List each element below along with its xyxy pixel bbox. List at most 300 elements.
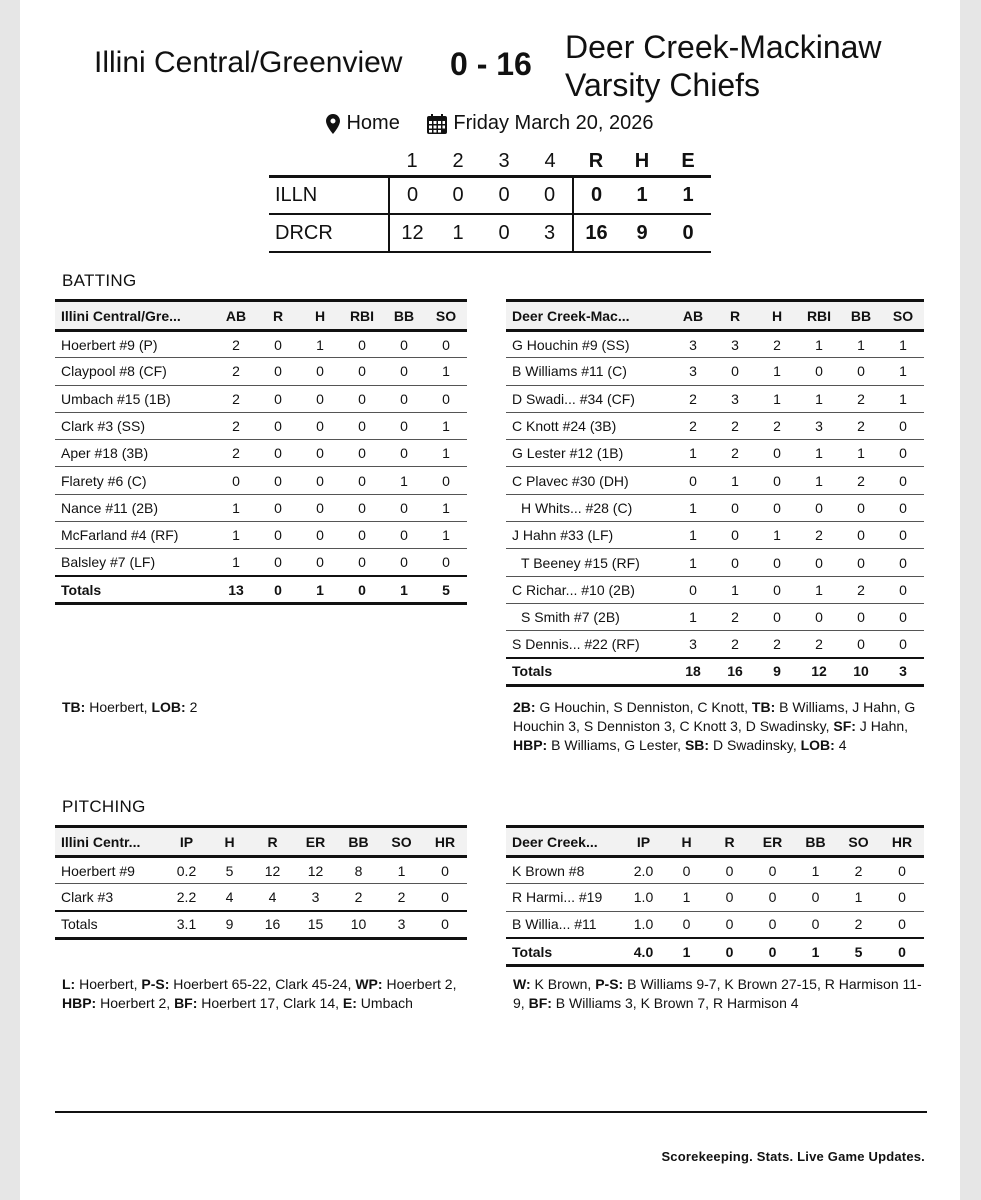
stat-value: 1 bbox=[665, 884, 708, 911]
stat-value: 0 bbox=[383, 549, 425, 576]
stat-value: 2 bbox=[756, 412, 798, 439]
totals-value: 3 bbox=[380, 911, 423, 938]
player-name: Hoerbert #9 (P) bbox=[55, 331, 215, 358]
linescore-inning: 0 bbox=[389, 176, 435, 214]
stat-value: 0 bbox=[341, 440, 383, 467]
totals-value: 1 bbox=[665, 938, 708, 965]
stat-value: 0 bbox=[756, 467, 798, 494]
totals-value: 0 bbox=[423, 911, 467, 938]
stat-value: 0 bbox=[257, 440, 299, 467]
stat-value: 4 bbox=[208, 884, 251, 911]
stat-value: 1 bbox=[672, 549, 714, 576]
stat-value: 1 bbox=[383, 467, 425, 494]
player-row bbox=[55, 884, 467, 911]
stat-value: 2 bbox=[672, 412, 714, 439]
stat-value: 2 bbox=[840, 576, 882, 603]
stat-value: 0 bbox=[383, 522, 425, 549]
batting-notes-home bbox=[513, 698, 923, 755]
stat-column-header: H bbox=[299, 301, 341, 331]
stat-value: 0 bbox=[840, 522, 882, 549]
note-label: HBP: bbox=[62, 995, 97, 1011]
stat-value: 1 bbox=[756, 385, 798, 412]
stat-value: 1 bbox=[380, 857, 423, 884]
player-name: S Smith #7 (2B) bbox=[506, 603, 672, 630]
stat-value: 0 bbox=[756, 549, 798, 576]
stat-value: 0 bbox=[257, 467, 299, 494]
stat-value: 2 bbox=[215, 440, 257, 467]
stat-value: 0 bbox=[423, 884, 467, 911]
stat-value: 0 bbox=[257, 412, 299, 439]
linescore-runs: 0 bbox=[573, 176, 619, 214]
stat-value: 0 bbox=[257, 358, 299, 385]
stat-value: 0 bbox=[341, 494, 383, 521]
player-name: Nance #11 (2B) bbox=[55, 494, 215, 521]
stat-value: 3 bbox=[672, 358, 714, 385]
stat-value: 0 bbox=[341, 467, 383, 494]
stat-value: 1 bbox=[425, 494, 467, 521]
player-name: Claypool #8 (CF) bbox=[55, 358, 215, 385]
player-name: G Houchin #9 (SS) bbox=[506, 331, 672, 358]
batting-table-home bbox=[506, 299, 924, 687]
stat-value: 0 bbox=[708, 884, 751, 911]
stat-value: 0 bbox=[257, 494, 299, 521]
stat-header-row bbox=[55, 827, 467, 857]
stat-column-header: R bbox=[714, 301, 756, 331]
stat-value: 0 bbox=[423, 857, 467, 884]
stat-value: 0 bbox=[672, 576, 714, 603]
totals-value: 3.1 bbox=[165, 911, 208, 938]
stat-value: 2 bbox=[798, 631, 840, 658]
stat-value: 5 bbox=[208, 857, 251, 884]
stat-value: 0 bbox=[714, 494, 756, 521]
linescore-team: DRCR bbox=[269, 214, 389, 252]
stat-value: 1 bbox=[425, 522, 467, 549]
note-label: WP: bbox=[355, 976, 383, 992]
stat-column-header: SO bbox=[882, 301, 924, 331]
stat-column-header: BB bbox=[840, 301, 882, 331]
home-team-name-line2: Varsity Chiefs bbox=[565, 67, 761, 103]
stat-value: 0 bbox=[882, 467, 924, 494]
home-team-name bbox=[565, 28, 882, 104]
stat-value: 0 bbox=[840, 358, 882, 385]
totals-label: Totals bbox=[506, 658, 672, 685]
stat-value: 0 bbox=[882, 412, 924, 439]
linescore-header: 4 bbox=[544, 149, 556, 172]
stat-value: 0 bbox=[341, 331, 383, 358]
totals-value: 1 bbox=[794, 938, 837, 965]
totals-row bbox=[506, 658, 924, 685]
stat-column-header: H bbox=[665, 827, 708, 857]
stat-value: 0 bbox=[341, 522, 383, 549]
totals-value: 1 bbox=[383, 576, 425, 603]
totals-row bbox=[55, 911, 467, 938]
player-name: B Willia... #11 bbox=[506, 911, 622, 938]
player-name: T Beeney #15 (RF) bbox=[506, 549, 672, 576]
player-row bbox=[55, 440, 467, 467]
player-name: C Plavec #30 (DH) bbox=[506, 467, 672, 494]
totals-value: 5 bbox=[837, 938, 880, 965]
note-text: Hoerbert 65-22, Clark 45-24, bbox=[169, 976, 356, 992]
note-label: 2B: bbox=[513, 699, 536, 715]
stat-value: 0 bbox=[299, 440, 341, 467]
totals-value: 12 bbox=[798, 658, 840, 685]
pitching-table-away bbox=[55, 825, 467, 940]
stat-value: 0 bbox=[880, 857, 924, 884]
stat-value: 0 bbox=[756, 576, 798, 603]
stat-value: 0 bbox=[299, 412, 341, 439]
linescore-header: E bbox=[681, 149, 695, 172]
player-row bbox=[506, 358, 924, 385]
stat-value: 0 bbox=[798, 603, 840, 630]
stat-column-header: SO bbox=[837, 827, 880, 857]
team-column-header: Deer Creek-Mac... bbox=[506, 301, 672, 331]
player-row bbox=[506, 857, 924, 884]
stat-value: 1.0 bbox=[622, 911, 665, 938]
note-label: BF: bbox=[528, 995, 552, 1011]
stat-column-header: H bbox=[756, 301, 798, 331]
totals-label: Totals bbox=[55, 576, 215, 603]
stat-column-header: R bbox=[251, 827, 294, 857]
stat-column-header: IP bbox=[622, 827, 665, 857]
final-score: 0 - 16 bbox=[450, 46, 532, 82]
stat-value: 0 bbox=[840, 603, 882, 630]
linescore-runs: 16 bbox=[573, 214, 619, 252]
totals-row bbox=[506, 938, 924, 965]
totals-value: 4.0 bbox=[622, 938, 665, 965]
totals-label: Totals bbox=[506, 938, 622, 965]
note-label: P-S: bbox=[595, 976, 624, 992]
totals-value: 3 bbox=[882, 658, 924, 685]
stat-value: 2 bbox=[215, 412, 257, 439]
stat-value: 1 bbox=[215, 522, 257, 549]
player-name: G Lester #12 (1B) bbox=[506, 440, 672, 467]
stat-value: 0 bbox=[708, 911, 751, 938]
stat-value: 0 bbox=[714, 358, 756, 385]
footer-tagline: Scorekeeping. Stats. Live Game Updates. bbox=[661, 1149, 925, 1164]
player-row bbox=[55, 494, 467, 521]
stat-value: 1.0 bbox=[622, 884, 665, 911]
stat-value: 2 bbox=[798, 522, 840, 549]
linescore-inning: 0 bbox=[527, 176, 573, 214]
stat-value: 1 bbox=[714, 576, 756, 603]
totals-value: 15 bbox=[294, 911, 337, 938]
stat-value: 2.2 bbox=[165, 884, 208, 911]
stat-value: 3 bbox=[672, 331, 714, 358]
stat-column-header: HR bbox=[423, 827, 467, 857]
location-label: Home bbox=[346, 112, 400, 134]
player-row bbox=[55, 522, 467, 549]
linescore-hits: 9 bbox=[619, 214, 665, 252]
batting-table-away bbox=[55, 299, 467, 605]
totals-value: 9 bbox=[208, 911, 251, 938]
stat-value: 1 bbox=[798, 467, 840, 494]
stat-value: 0 bbox=[882, 576, 924, 603]
team-column-header: Illini Central/Gre... bbox=[55, 301, 215, 331]
stat-value: 0 bbox=[840, 494, 882, 521]
stat-value: 0 bbox=[383, 494, 425, 521]
note-text: G Houchin, S Denniston, C Knott, bbox=[535, 699, 752, 715]
stat-value: 0 bbox=[257, 549, 299, 576]
note-label: W: bbox=[513, 976, 531, 992]
note-label: LOB: bbox=[800, 737, 835, 753]
player-name: B Williams #11 (C) bbox=[506, 358, 672, 385]
stat-value: 0 bbox=[257, 385, 299, 412]
stat-column-header: BB bbox=[383, 301, 425, 331]
player-name: R Harmi... #19 bbox=[506, 884, 622, 911]
player-row bbox=[506, 467, 924, 494]
stat-header-row bbox=[55, 301, 467, 331]
stat-value: 0 bbox=[798, 549, 840, 576]
totals-value: 0 bbox=[708, 938, 751, 965]
player-row bbox=[506, 385, 924, 412]
linescore-inning: 0 bbox=[481, 214, 527, 252]
note-text: J Hahn, bbox=[855, 718, 909, 734]
stat-value: 0 bbox=[341, 412, 383, 439]
player-row bbox=[506, 331, 924, 358]
note-text: Hoerbert 2, bbox=[382, 976, 457, 992]
stat-value: 2 bbox=[840, 467, 882, 494]
player-row bbox=[506, 576, 924, 603]
note-text: K Brown, bbox=[530, 976, 596, 992]
note-label: LOB: bbox=[151, 699, 186, 715]
stat-column-header: IP bbox=[165, 827, 208, 857]
player-name: Balsley #7 (LF) bbox=[55, 549, 215, 576]
player-name: K Brown #8 bbox=[506, 857, 622, 884]
stat-column-header: SO bbox=[425, 301, 467, 331]
stat-value: 4 bbox=[251, 884, 294, 911]
totals-value: 0 bbox=[880, 938, 924, 965]
note-label: BF: bbox=[174, 995, 198, 1011]
stat-value: 0 bbox=[882, 549, 924, 576]
linescore-table bbox=[269, 148, 711, 253]
totals-value: 16 bbox=[714, 658, 756, 685]
stat-value: 0 bbox=[751, 857, 794, 884]
team-column-header: Illini Centr... bbox=[55, 827, 165, 857]
player-name: C Knott #24 (3B) bbox=[506, 412, 672, 439]
player-row bbox=[506, 522, 924, 549]
stat-value: 0 bbox=[299, 358, 341, 385]
pitching-notes-home bbox=[513, 975, 928, 1013]
note-text: D Swadinsky, bbox=[709, 737, 801, 753]
stat-value: 2 bbox=[756, 631, 798, 658]
note-text: B Williams 3, K Brown 7, R Harmison 4 bbox=[551, 995, 799, 1011]
stat-value: 0 bbox=[880, 884, 924, 911]
stat-value: 0 bbox=[383, 331, 425, 358]
totals-value: 0 bbox=[751, 938, 794, 965]
player-name: J Hahn #33 (LF) bbox=[506, 522, 672, 549]
player-name: Hoerbert #9 bbox=[55, 857, 165, 884]
player-row bbox=[55, 857, 467, 884]
stat-value: 1 bbox=[840, 440, 882, 467]
stat-column-header: BB bbox=[337, 827, 380, 857]
date-label: Friday March 20, 2026 bbox=[453, 112, 654, 134]
stat-value: 0 bbox=[299, 467, 341, 494]
note-label: TB: bbox=[62, 699, 86, 715]
stat-value: 0 bbox=[665, 911, 708, 938]
stat-value: 0 bbox=[383, 412, 425, 439]
totals-value: 1 bbox=[299, 576, 341, 603]
stat-value: 0 bbox=[257, 522, 299, 549]
game-date bbox=[427, 112, 653, 135]
player-row bbox=[55, 549, 467, 576]
totals-value: 0 bbox=[257, 576, 299, 603]
stat-value: 2 bbox=[380, 884, 423, 911]
totals-value: 5 bbox=[425, 576, 467, 603]
pitching-table-home bbox=[506, 825, 924, 967]
player-row bbox=[55, 358, 467, 385]
stat-value: 0 bbox=[882, 522, 924, 549]
pitching-notes-away bbox=[62, 975, 482, 1013]
player-row bbox=[506, 549, 924, 576]
linescore-errors: 1 bbox=[665, 176, 711, 214]
stat-value: 1 bbox=[798, 385, 840, 412]
pitching-section-title: PITCHING bbox=[62, 797, 146, 816]
stat-value: 0 bbox=[341, 549, 383, 576]
stat-column-header: HR bbox=[880, 827, 924, 857]
stat-value: 3 bbox=[672, 631, 714, 658]
stat-value: 0 bbox=[794, 884, 837, 911]
player-row bbox=[55, 412, 467, 439]
stat-value: 1 bbox=[714, 467, 756, 494]
player-row bbox=[506, 412, 924, 439]
stat-value: 12 bbox=[251, 857, 294, 884]
stat-column-header: BB bbox=[794, 827, 837, 857]
stat-value: 1 bbox=[672, 522, 714, 549]
stat-column-header: R bbox=[708, 827, 751, 857]
stat-value: 0 bbox=[341, 385, 383, 412]
stat-value: 1 bbox=[672, 603, 714, 630]
stat-value: 0 bbox=[299, 522, 341, 549]
stat-value: 2 bbox=[714, 631, 756, 658]
stat-value: 2 bbox=[714, 603, 756, 630]
note-text: Umbach bbox=[356, 995, 413, 1011]
linescore-inning: 0 bbox=[435, 176, 481, 214]
linescore-header: 3 bbox=[498, 149, 510, 172]
stat-value: 0 bbox=[425, 331, 467, 358]
stat-value: 8 bbox=[337, 857, 380, 884]
note-label: HBP: bbox=[513, 737, 548, 753]
note-text: Hoerbert, bbox=[75, 976, 142, 992]
stat-value: 2 bbox=[215, 331, 257, 358]
stat-column-header: AB bbox=[672, 301, 714, 331]
stat-value: 0.2 bbox=[165, 857, 208, 884]
stat-value: 0 bbox=[665, 857, 708, 884]
stat-value: 1 bbox=[798, 331, 840, 358]
stat-value: 0 bbox=[798, 358, 840, 385]
stat-value: 0 bbox=[756, 494, 798, 521]
player-row bbox=[506, 494, 924, 521]
batting-notes-away bbox=[62, 698, 462, 717]
stat-value: 0 bbox=[880, 911, 924, 938]
note-label: SB: bbox=[684, 737, 710, 753]
totals-value: 9 bbox=[756, 658, 798, 685]
player-row bbox=[506, 911, 924, 938]
map-pin-icon bbox=[326, 114, 340, 134]
stat-value: 2 bbox=[714, 440, 756, 467]
stat-value: 3 bbox=[714, 385, 756, 412]
stat-column-header: ER bbox=[751, 827, 794, 857]
stat-column-header: SO bbox=[380, 827, 423, 857]
player-name: S Dennis... #22 (RF) bbox=[506, 631, 672, 658]
linescore-inning: 12 bbox=[389, 214, 435, 252]
stat-value: 2 bbox=[714, 412, 756, 439]
stat-value: 0 bbox=[299, 494, 341, 521]
stat-value: 1 bbox=[425, 440, 467, 467]
team-column-header: Deer Creek... bbox=[506, 827, 622, 857]
stat-value: 1 bbox=[672, 440, 714, 467]
stat-value: 1 bbox=[798, 576, 840, 603]
stat-value: 0 bbox=[794, 911, 837, 938]
stat-column-header: H bbox=[208, 827, 251, 857]
stat-column-header: RBI bbox=[798, 301, 840, 331]
player-row bbox=[55, 331, 467, 358]
linescore-errors: 0 bbox=[665, 214, 711, 252]
stat-header-row bbox=[506, 827, 924, 857]
stat-value: 0 bbox=[383, 385, 425, 412]
stat-column-header: R bbox=[257, 301, 299, 331]
note-text: B Williams, J Hahn, G Houchin 3, S Denniston 3, C Knott 3, D Swadinsky, bbox=[513, 699, 916, 734]
linescore-header: 2 bbox=[452, 149, 464, 172]
stat-value: 1 bbox=[798, 440, 840, 467]
stat-value: 1 bbox=[837, 884, 880, 911]
note-label: E: bbox=[342, 995, 357, 1011]
totals-value: 16 bbox=[251, 911, 294, 938]
player-row bbox=[506, 440, 924, 467]
stat-value: 0 bbox=[257, 331, 299, 358]
stat-value: 3 bbox=[294, 884, 337, 911]
stat-value: 2.0 bbox=[622, 857, 665, 884]
linescore-row-home bbox=[269, 214, 711, 252]
linescore-inning: 1 bbox=[435, 214, 481, 252]
stat-value: 0 bbox=[751, 884, 794, 911]
stat-value: 3 bbox=[714, 331, 756, 358]
player-row bbox=[55, 467, 467, 494]
stat-value: 1 bbox=[882, 385, 924, 412]
totals-value: 18 bbox=[672, 658, 714, 685]
stat-value: 0 bbox=[425, 549, 467, 576]
linescore-team: ILLN bbox=[269, 176, 389, 214]
stat-value: 0 bbox=[882, 631, 924, 658]
note-text: Hoerbert, bbox=[85, 699, 152, 715]
stat-value: 1 bbox=[882, 358, 924, 385]
totals-row bbox=[55, 576, 467, 603]
stat-value: 3 bbox=[798, 412, 840, 439]
stat-value: 2 bbox=[756, 331, 798, 358]
stat-value: 0 bbox=[714, 549, 756, 576]
game-meta bbox=[20, 112, 960, 140]
stat-value: 0 bbox=[714, 522, 756, 549]
stat-value: 2 bbox=[337, 884, 380, 911]
player-row bbox=[506, 884, 924, 911]
stat-value: 1 bbox=[756, 358, 798, 385]
linescore-inning: 0 bbox=[481, 176, 527, 214]
stat-value: 0 bbox=[215, 467, 257, 494]
totals-label: Totals bbox=[55, 911, 165, 938]
stat-value: 1 bbox=[882, 331, 924, 358]
player-name: Clark #3 bbox=[55, 884, 165, 911]
stat-value: 2 bbox=[672, 385, 714, 412]
stat-value: 2 bbox=[837, 857, 880, 884]
stat-value: 0 bbox=[756, 440, 798, 467]
footer-divider bbox=[55, 1111, 927, 1113]
stat-value: 0 bbox=[425, 385, 467, 412]
note-text: B Williams, G Lester, bbox=[547, 737, 685, 753]
stat-value: 1 bbox=[840, 331, 882, 358]
stat-value: 0 bbox=[425, 467, 467, 494]
note-text: Hoerbert 17, Clark 14, bbox=[197, 995, 343, 1011]
player-row bbox=[506, 631, 924, 658]
linescore-header: R bbox=[588, 149, 604, 172]
